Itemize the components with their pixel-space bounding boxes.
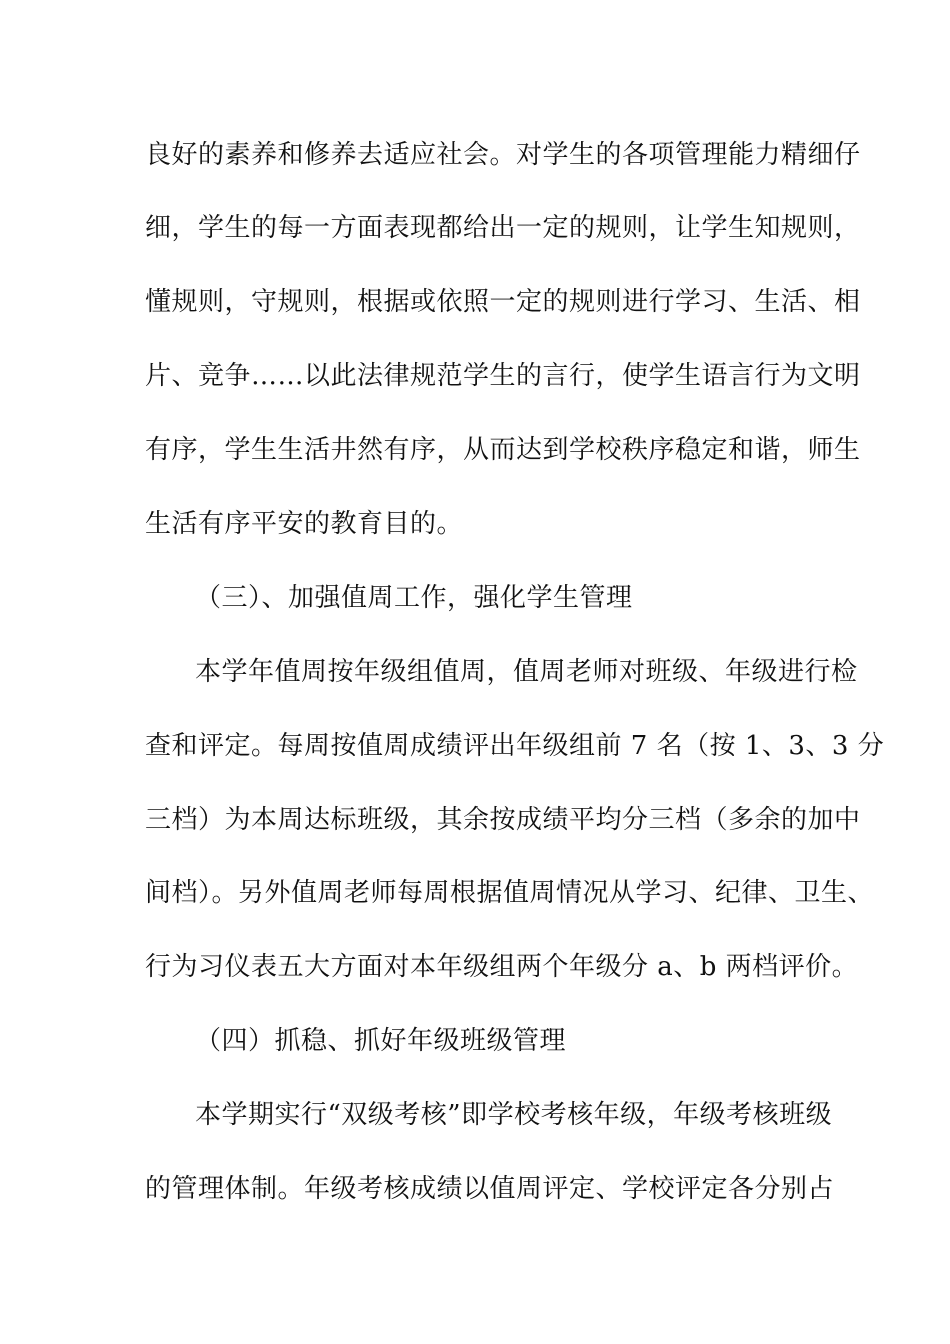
paragraph-line: 懂规则，守规则，根据或依照一定的规则进行学习、生活、相 [145, 287, 861, 317]
paragraph-line: 片、竞争……以此法律规范学生的言行，使学生语言行为文明 [145, 361, 861, 391]
paragraph-line: 生活有序平安的教育目的。 [145, 509, 464, 539]
section-heading: （四）抓稳、抓好年级班级管理 [195, 1026, 567, 1056]
section-heading: （三）、加强值周工作，强化学生管理 [195, 583, 633, 613]
paragraph-line: 细，学生的每一方面表现都给出一定的规则，让学生知规则， [145, 213, 861, 243]
paragraph-line: 三档）为本周达标班级，其余按成绩平均分三档（多余的加中 [145, 805, 861, 835]
paragraph-line: 的管理体制。年级考核成绩以值周评定、学校评定各分别占 [145, 1174, 835, 1204]
paragraph-line: 本学年值周按年级组值周，值周老师对班级、年级进行检 [195, 657, 858, 687]
paragraph-line: 查和评定。每周按值周成绩评出年级组前 7 名（按 1、3、3 分 [145, 731, 885, 761]
paragraph-line: 良好的素养和修养去适应社会。对学生的各项管理能力精细仔 [145, 140, 861, 170]
paragraph-line: 行为习仪表五大方面对本年级组两个年级分 a、b 两档评价。 [145, 952, 859, 982]
paragraph-line: 有序，学生生活井然有序，从而达到学校秩序稳定和谐，师生 [145, 435, 861, 465]
paragraph-line: 本学期实行“双级考核”即学校考核年级，年级考核班级 [195, 1100, 833, 1130]
paragraph-line: 间档）。另外值周老师每周根据值周情况从学习、纪律、卫生、 [145, 878, 875, 908]
